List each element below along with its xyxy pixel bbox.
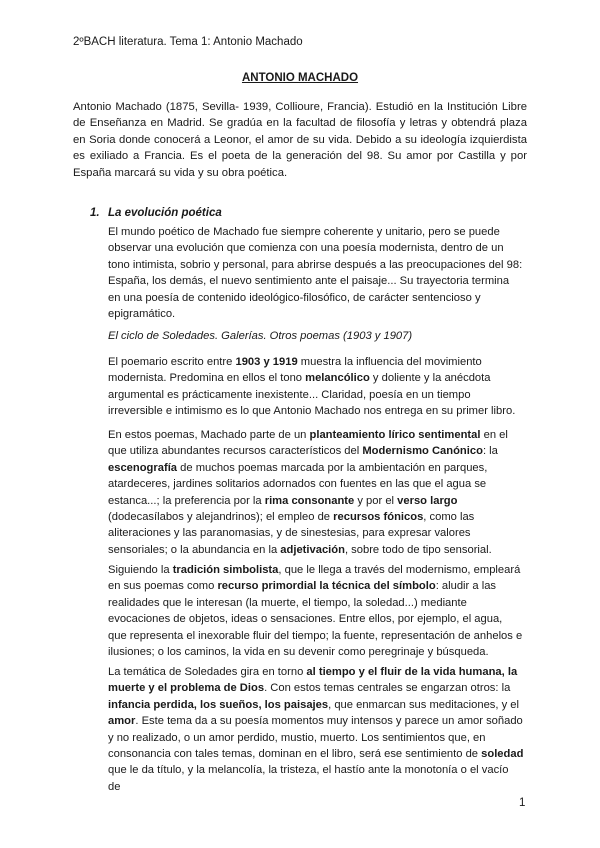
bold-text: recursos fónicos [333,511,424,524]
paragraph-text: , que le llega a través del modernismo, empleará en sus poemas como [108,564,521,593]
bold-text: adjetivación [280,543,345,556]
paragraph-text: Siguiendo la [108,564,173,576]
bold-text: amor [108,715,136,728]
paragraph-text: de muchos poemas marcada por la ambientación en parques, atardeceres, jardines solitarios adornados con fuentes en las que el agua se estanca...; la preferencia por la [108,461,488,507]
bold-text: planteamiento lírico sentimental [309,429,481,441]
paragraph-text: En estos poemas, Machado parte de un [108,429,310,441]
bold-text: rima consonante [264,494,355,507]
bold-text: soledad [481,748,524,761]
paragraph-text: , que enmarcan sus meditaciones, y el [328,698,520,711]
paragraph-text: : aludir a las realidades que le interesan (la muerte, el tiempo, la soledad...) mediante evocaciones de objetos, ideas o sensaciones. Entre ellos, por ejemplo, el agua, que representa el inexorable fluir del tiempo; la fuente, representación de anhelos e ilusiones; o los caminos, la vida en su devenir como peregrinaje y búsqueda. [108,580,523,659]
bold-text: 1903 y 1919 [235,356,298,368]
section-heading [90,207,222,219]
bold-text: infancia perdida, los sueños, los paisajes [108,698,329,711]
paragraph-text: . Con estos temas centrales se engarzan otros: la [264,682,511,695]
subsection-heading: El ciclo de Soledades. Galerías. Otros poemas (1903 y 1907) [108,330,413,342]
paragraph-text: : la [482,445,498,458]
paragraph-text: y por el [354,494,398,507]
bold-text: al tiempo y el fluir de la vida humana, la muerte y el problema de Dios [108,666,518,695]
paragraph-text: La temática de Soledades gira en torno [108,666,307,678]
paragraph-text: muestra la influencia del movimiento modernista. Predomina en ellos el tono [108,356,482,385]
page-number: 1 [519,797,526,809]
paragraph-text: y doliente y la anécdota argumental es prácticamente inexistente... Claridad, poesía en un tiempo irreversible e intimismo es lo que Antonio Machado nos entrega en su primer libro. [108,372,516,418]
bold-text: escenografía [108,461,178,474]
bold-text: Modernismo Canónico [362,445,483,458]
paragraph-text: (dodecasílabos y alejandrinos); el empleo de [108,511,334,524]
paragraph-text: en el que utiliza abundantes recursos característicos del [108,429,508,458]
paragraph-text: El poemario escrito entre [108,356,236,368]
bold-text: recurso primordial la técnica del símbolo [217,580,436,593]
paragraph-text: , sobre todo de tipo sensorial. [344,543,492,556]
paragraph-3 [108,562,524,660]
section-number: 1. [90,207,100,219]
intro-paragraph: Antonio Machado (1875, Sevilla- 1939, Collioure, Francia). Estudió en la Institución Libre de Enseñanza en Madrid. Se gradúa en la facultad de filosofía y letras y obtendrá plaza en Soria donde conocerá a Leonor, el amor de su vida. Debido a su ideología izquierdista es exiliado a Francia. Es el poeta de la generación del 98. Su amor por Castilla y por España marcará su vida y su obra poética. [73,101,527,179]
paragraph-1 [108,354,524,420]
section-intro-paragraph: El mundo poético de Machado fue siempre coherente y unitario, pero se puede observar una evolución que comienza con una poesía modernista, dentro de un tono intimista, sobrio y personal, para abrirse después a las preocupaciones del 98: España, los demás, el nuevo sentimiento ante el paisaje... Su trayectoria termina en una poesía de contenido ideológico-filosófico, de carácter sentencioso y epigramático. [108,226,523,321]
document-title: ANTONIO MACHADO [241,72,359,84]
bold-text: tradición simbolista [172,564,279,576]
running-header: 2ºBACH literatura. Tema 1: Antonio Machado [73,36,303,48]
paragraph-text: . Este tema da a su poesía momentos muy intensos y parece un amor soñado y no realizado, o un amor perdido, mustio, muerto. Los sentimientos que, en consonancia con tales temas, dominan en el libro, será ese sentimiento de [108,715,523,761]
bold-text: melancólico [305,372,370,385]
paragraph-text: que le da título, y la melancolía, la tristeza, el hastío ante la monotonía o el vacío de [108,764,509,793]
section-heading-text: La evolución poética [108,207,222,219]
bold-text: verso largo [397,494,458,507]
paragraph-4 [108,664,524,795]
paragraph-2 [108,427,524,558]
paragraph-text: , como las aliteraciones y las paranomasias, y de sinestesias, para expresar valores sensoriales; o la abundancia en la [108,511,475,556]
